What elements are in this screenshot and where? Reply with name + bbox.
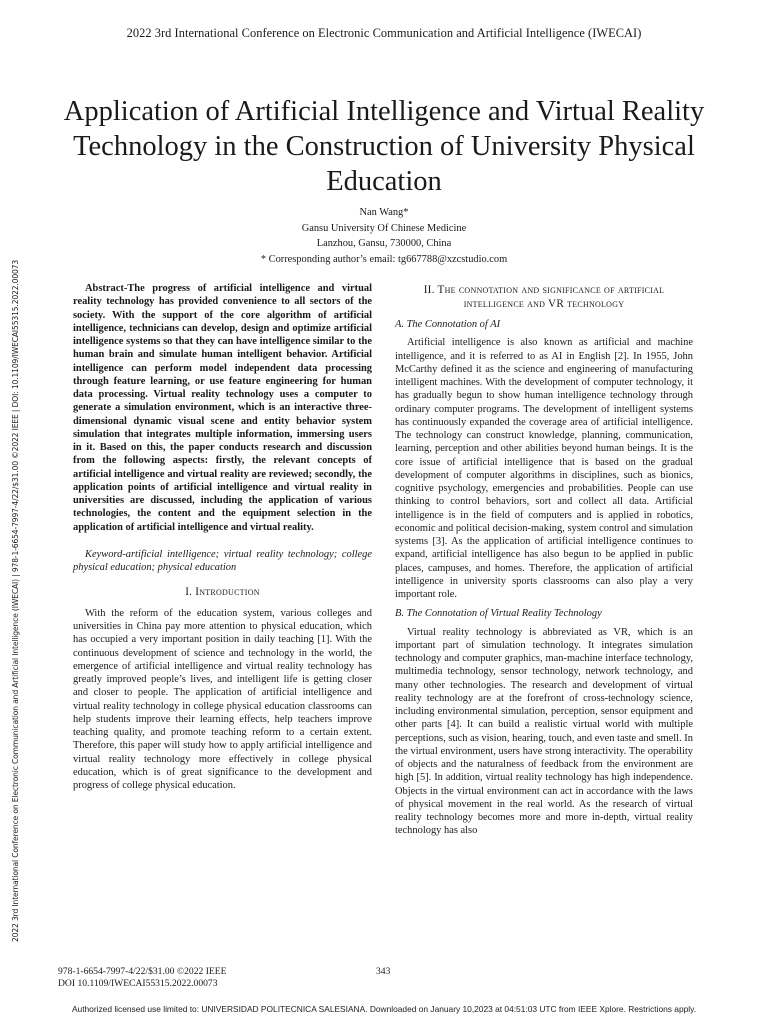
section-heading-connotation: II. The connotation and significance of artificial intelligence and VR technology bbox=[423, 284, 665, 310]
author-affiliation: Gansu University Of Chinese Medicine bbox=[301, 222, 467, 234]
abstract: Abstract-The progress of artificial intelligence and virtual reality technology has provided convenience to all sectors of the society. With the support of the core algorithm of artificial intelligence, technicians can develop, design and optimize artificial intelligence systems so that they can have intelligence similar to the human brain and simulate human intelligent behavior. Artificial intelligence can perform model independent data processing through feature learning, or use feature engineering for human data processing. Virtual reality technology uses a computer to generate a simulation environment, which is an interactive three-dimensional dynamic visual scene and entity behavior system simulation that integrates multiple information, immersing users in it. Based on this, the paper conducts research and discussion from the following aspects: firstly, the relevant concepts of artificial intelligence and virtual reality are reviewed; secondly, the application points of artificial intelligence and virtual reality in universities are discussed, including the application of various technologies, the content and the equipment selection in the application of artificial intelligence and virtual reality. bbox=[73, 283, 372, 533]
subsection-body-ai: Artificial intelligence is also known as artificial and machine intelligence, and it is referred to as AI in English [2]. In 1955, John McCarthy defined it as the science and engineering of manufacturing intelligent machines. With the development of computer technology, it has gradually begun to show human intelligence technology through ordinary computer programs. The development of intelligent systems has continuously expanded the coverage area of artificial intelligence. The technology can construct knowledge, planning, communication, learning, perception and other abilities beyond human beings. It is the core issue of artificial intelligence that is based on the gradual development of computer algorithms in disciplines, such as bionics, cognitive psychology, emergencies and probabilities. People can use thinking to control behaviors, sort and collect all data. Artificial intelligence is in the field of computers and is applied in robotics, economic and political decision-making, system control and simulation systems [3]. As the application of artificial intelligence continues to expand, artificial intelligence has also begun to be applied in public places, campuses, and homes. Therefore, the application of artificial intelligence in university sports classrooms can also play a very important role. bbox=[395, 337, 693, 600]
subsection-heading-ai: A. The Connotation of AI bbox=[395, 319, 501, 330]
author-name: Nan Wang* bbox=[359, 207, 409, 218]
license-notice: Authorized licensed use limited to: UNIVERSIDAD POLITECNICA SALESIANA. Downloaded on January 10,2023 at 04:51:03 UTC from IEEE Xplore. Restrictions apply. bbox=[71, 1004, 697, 1014]
author-block bbox=[0, 205, 768, 267]
introduction-body: With the reform of the education system, various colleges and universities in China pay more attention to physical education, which has occupied a very important position in daily teaching [1]. With the continuous development of science and technology in the world, the emergence of artificial intelligence and virtual reality technology has greatly improved people’s lives, and intelligent life is getting closer and closer to people. The application of artificial intelligence and virtual reality technology in college physical education classrooms can help students improve their learning effects, help teachers improve teaching quality, and promote teaching reform to a certain extent. Therefore, this paper will study how to apply artificial intelligence and virtual reality technology more effectively in college physical education, which is of great significance to the development and progress of college physical education. bbox=[73, 607, 372, 791]
subsection-body-vr: Virtual reality technology is abbreviated as VR, which is an important part of simulation technology. It integrates simulation technology and computer graphics, man-machine interface technology, multimedia technology, sensor technology, network technology, and many other technologies. The research and development of virtual reality technology are at the forefront of cross-technology science, including environmental simulation, perception, sensor equipment and other parts [4]. It can build a realistic virtual world with multiple perceptions, such as vision, hearing, touch, and even taste and smell. In the virtual environment, users have strong interactivity. The operability of objects and the naturalness of feedback from the environment are high [5]. In addition, virtual reality technology has high independence. Objects in the virtual environment can act in accordance with the laws of physical movement in the real world. As the research of virtual reality technology becomes more and more in-depth, virtual reality technology has also bbox=[395, 626, 693, 837]
conference-header: 2022 3rd International Conference on Electronic Communication and Artificial Intelligence (IWECAI) bbox=[126, 26, 642, 40]
footer-isbn-price: 978-1-6654-7997-4/22/$31.00 ©2022 IEEE bbox=[58, 966, 227, 977]
section-heading-introduction: I. Introduction bbox=[185, 586, 260, 599]
author-email[interactable]: * Corresponding author’s email: tg667788@xzcstudio.com bbox=[260, 253, 508, 265]
footer-doi: DOI 10.1109/IWECAI55315.2022.00073 bbox=[58, 977, 218, 989]
right-column bbox=[395, 284, 693, 838]
page-number: 343 bbox=[376, 966, 391, 977]
author-address: Lanzhou, Gansu, 730000, China bbox=[316, 238, 452, 250]
side-banner: 2022 3rd International Conference on Electronic Communication and Artificial Intelligence (IWECAI) | 978-1-6654-7997-4/22/$31.00 ©2022 IEEE | DOI: 10.1109/IWECAI55315.2022.00073 bbox=[11, 259, 20, 942]
keywords: Keyword-artificial intelligence; virtual reality technology; college physical education; physical education bbox=[73, 548, 372, 573]
subsection-heading-vr: B. The Connotation of Virtual Reality Technology bbox=[395, 608, 602, 620]
left-column bbox=[73, 282, 372, 792]
footer-publication-info bbox=[58, 966, 227, 989]
paper-title: Application of Artificial Intelligence and Virtual Reality Technology in the Construction of University Physical Education bbox=[63, 96, 705, 197]
